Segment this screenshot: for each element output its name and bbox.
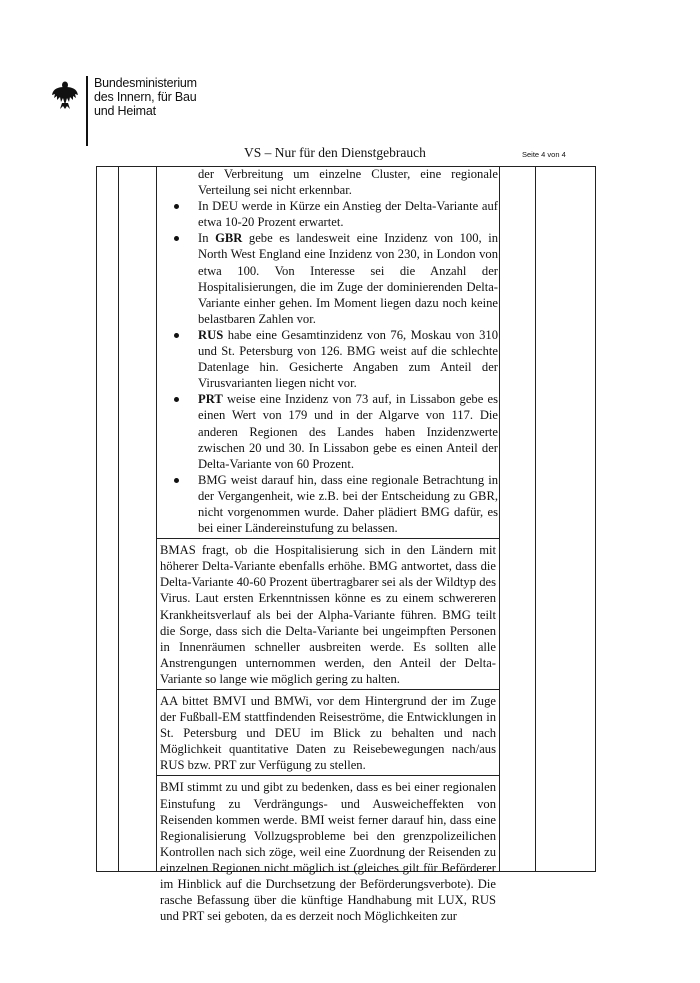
list-item: der Verbreitung um einzelne Cluster, eine regionale Verteilung sei nicht erkennbar. <box>198 167 498 198</box>
bullet-icon <box>174 236 179 241</box>
bullet-icon <box>174 478 179 483</box>
ministry-line: des Innern, für Bau <box>94 90 197 104</box>
column-divider <box>535 167 536 871</box>
bullet-icon <box>174 204 179 209</box>
country-code: GBR <box>215 231 243 246</box>
ministry-name <box>94 76 197 118</box>
list-item: In GBR gebe es landesweit eine Inzidenz von 100, in North West England eine Inzidenz von 230, in London von etwa 100. Von Interesse sei die Anzahl der Hospitalisierungen, die im Zuge der dominierenden Delta-Variante einher gehen. Im Moment liegen dazu noch keine belastbaren Zahlen vor. <box>158 230 498 327</box>
minutes-content <box>158 166 498 924</box>
classification-label: VS – Nur für den Dienstgebrauch <box>244 145 426 160</box>
logo-divider <box>86 76 88 146</box>
row-divider <box>157 538 499 539</box>
list-item: In DEU werde in Kürze ein Anstieg der Delta-Variante auf etwa 10-20 Prozent erwartet. <box>158 198 498 230</box>
list-item: RUS habe eine Gesamtinzidenz von 76, Moskau von 310 und St. Petersburg von 126. BMG weist auf die schlechte Datenlage hin. Gesicherte Angaben zum Anteil der Virusvarianten liegen nicht vor. <box>158 327 498 391</box>
column-divider <box>118 167 119 871</box>
country-code: PRT <box>198 392 223 407</box>
page-number: Seite 4 von 4 <box>522 150 566 159</box>
country-code: RUS <box>198 327 224 342</box>
list-item: BMG weist darauf hin, dass eine regionale Betrachtung in der Vergangenheit, wie z.B. bei der Entscheidung zu GBR, nicht vorgenommen wurde. Daher plädiert BMG dafür, es bei einer Ländereinstufung zu belassen. <box>158 472 498 536</box>
federal-eagle-icon <box>52 78 78 110</box>
paragraph: BMI stimmt zu und gibt zu bedenken, dass es bei einer regionalen Einstufung zu Verdrängungs- und Ausweicheffekten von Reisenden kommen werde. BMI weist ferner darauf hin, dass eine Regionalisierung Vollzugsprobleme bei den grenzpolizeilichen Kontrollen nach sich zöge, weil eine Zuordnung der Reisenden zu einzelnen Regionen nicht möglich ist (gleiches gilt für Beförderer im Hinblick auf die Durchsetzung der Beförderungsverbote). Die rasche Befassung über die künftige Handhabung mit LUX, RUS und PRT sei geboten, da es derzeit noch Möglichkeiten zur <box>160 780 496 924</box>
column-divider <box>499 167 500 871</box>
ministry-line: und Heimat <box>94 104 156 118</box>
column-divider <box>156 167 157 871</box>
row-divider <box>157 689 499 690</box>
paragraph: BMAS fragt, ob die Hospitalisierung sich in den Ländern mit höherer Delta-Variante ebenfalls erhöhe. BMG antwortet, dass die Delta-Variante 40-60 Prozent übertragbarer sei als der Wildtyp des Virus. Laut ersten Erkenntnissen könne es zu einem schwereren Krankheitsverlauf als bei der Alpha-Variante führen. BMG teilt die Sorge, dass sich die Delta-Variante bei ungeimpften Personen in Innenräumen schneller ausbreiten werde. Es sollten alle Anstrengungen unternommen werden, den Anteil der Delta-Variante so lange wie möglich gering zu halten. <box>160 543 496 686</box>
ministry-line: Bundesministerium <box>94 76 197 90</box>
bullet-icon <box>174 333 179 338</box>
paragraph: AA bittet BMVI und BMWi, vor dem Hintergrund der im Zuge der Fußball-EM stattfindenden Reiseströme, die Entwicklungen in St. Petersburg und DEU im Blick zu behalten und nach Möglichkeit quantitative Daten zu Reisebewegungen nach/aus RUS bzw. PRT zur Verfügung zu stellen. <box>160 694 496 773</box>
row-divider <box>157 775 499 776</box>
list-item: PRT weise eine Inzidenz von 73 auf, in Lissabon gebe es einen Wert von 179 und in der Algarve von 117. Die anderen Regionen des Landes haben Inzidenzwerte zwischen 20 und 30. In Lissabon gebe es einen Anteil der Delta-Variante von 60 Prozent. <box>158 391 498 471</box>
bullet-list <box>158 166 498 536</box>
bullet-icon <box>174 397 179 402</box>
